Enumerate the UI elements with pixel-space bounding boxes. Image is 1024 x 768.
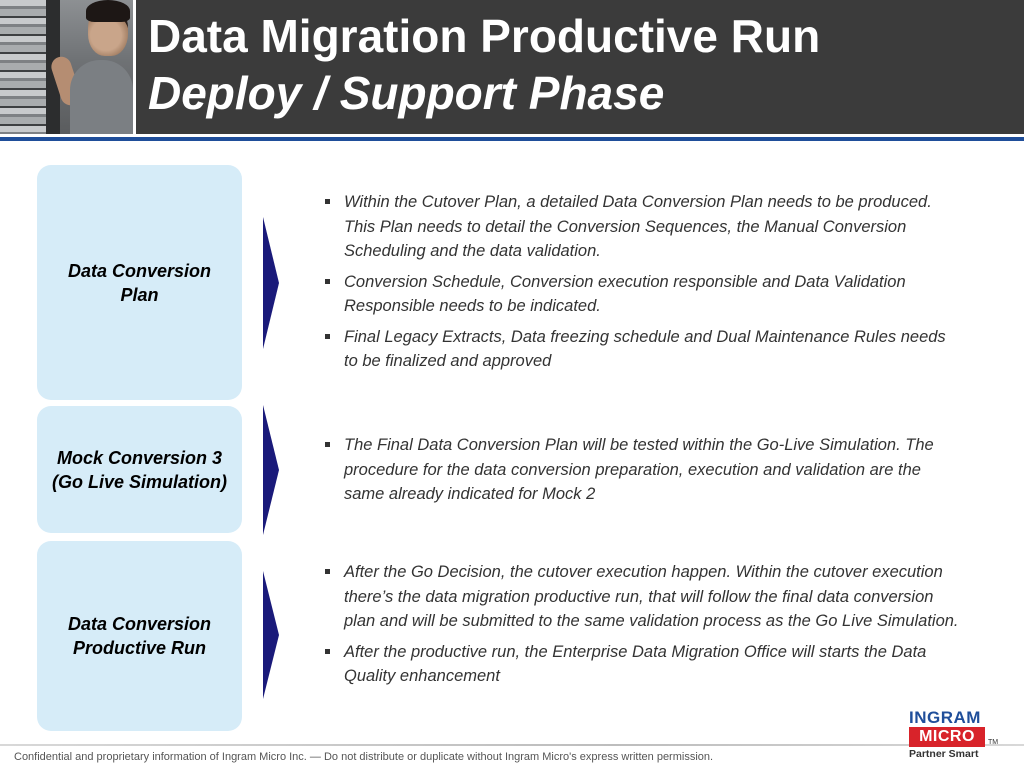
chevron-right-icon (263, 571, 279, 699)
bullet-item: After the productive run, the Enterprise Data Migration Office will starts the Data Quality enhancement (322, 640, 962, 689)
header-photo (0, 0, 133, 134)
chevron-right-icon (263, 217, 279, 349)
phase-label: Data Conversion Plan (67, 260, 212, 305)
phase-box-mock-conversion-3 (37, 406, 242, 533)
page-title: Data Migration Productive Run (148, 10, 821, 62)
logo-tagline: Partner Smart (909, 748, 979, 760)
phase-label: Data Conversion Productive Run (67, 614, 212, 658)
bullet-item: Within the Cutover Plan, a detailed Data Conversion Plan needs to be produced. This Plan needs to detail the Conversion Sequences, the Manual Conversion Scheduling and the data validation. (322, 190, 962, 264)
confidentiality-notice: Confidential and proprietary information of Ingram Micro Inc. — Do not distribute or duplicate without Ingram Micro's express written permission. (14, 751, 714, 763)
chevron-right-icon (263, 405, 279, 535)
phase-label: Mock Conversion 3 (Go Live Simulation) (51, 447, 227, 492)
footer-divider (0, 744, 1024, 746)
server-rack-graphic (0, 0, 46, 134)
slide-header (0, 0, 1024, 134)
logo-trademark: TM (988, 739, 999, 746)
logo-line-ingram: INGRAM (909, 708, 981, 727)
bullet-list (322, 190, 962, 380)
logo-line-micro: MICRO (909, 727, 985, 747)
bullet-item: Conversion Schedule, Conversion execution responsible and Data Validation Responsible needs to be indicated. (322, 270, 962, 319)
bullet-list (322, 433, 962, 513)
bullet-list (322, 560, 962, 695)
header-divider-blue (0, 137, 1024, 141)
phase-box-data-conversion-plan (37, 165, 242, 400)
bullet-item: Final Legacy Extracts, Data freezing schedule and Dual Maintenance Rules needs to be finalized and approved (322, 325, 962, 374)
phase-box-productive-run (37, 541, 242, 731)
photo-divider (133, 0, 136, 134)
page-subtitle: Deploy / Support Phase (148, 67, 665, 119)
ingram-micro-logo (905, 706, 997, 762)
bullet-item: After the Go Decision, the cutover execution happen. Within the cutover execution there’s the data migration productive run, that will follow the final data conversion plan and will be submitted to the same validation process as the Go Live Simulation. (322, 560, 962, 634)
bullet-item: The Final Data Conversion Plan will be tested within the Go-Live Simulation. The procedure for the data conversion preparation, execution and validation are the same already indicated for Mock 2 (322, 433, 962, 507)
